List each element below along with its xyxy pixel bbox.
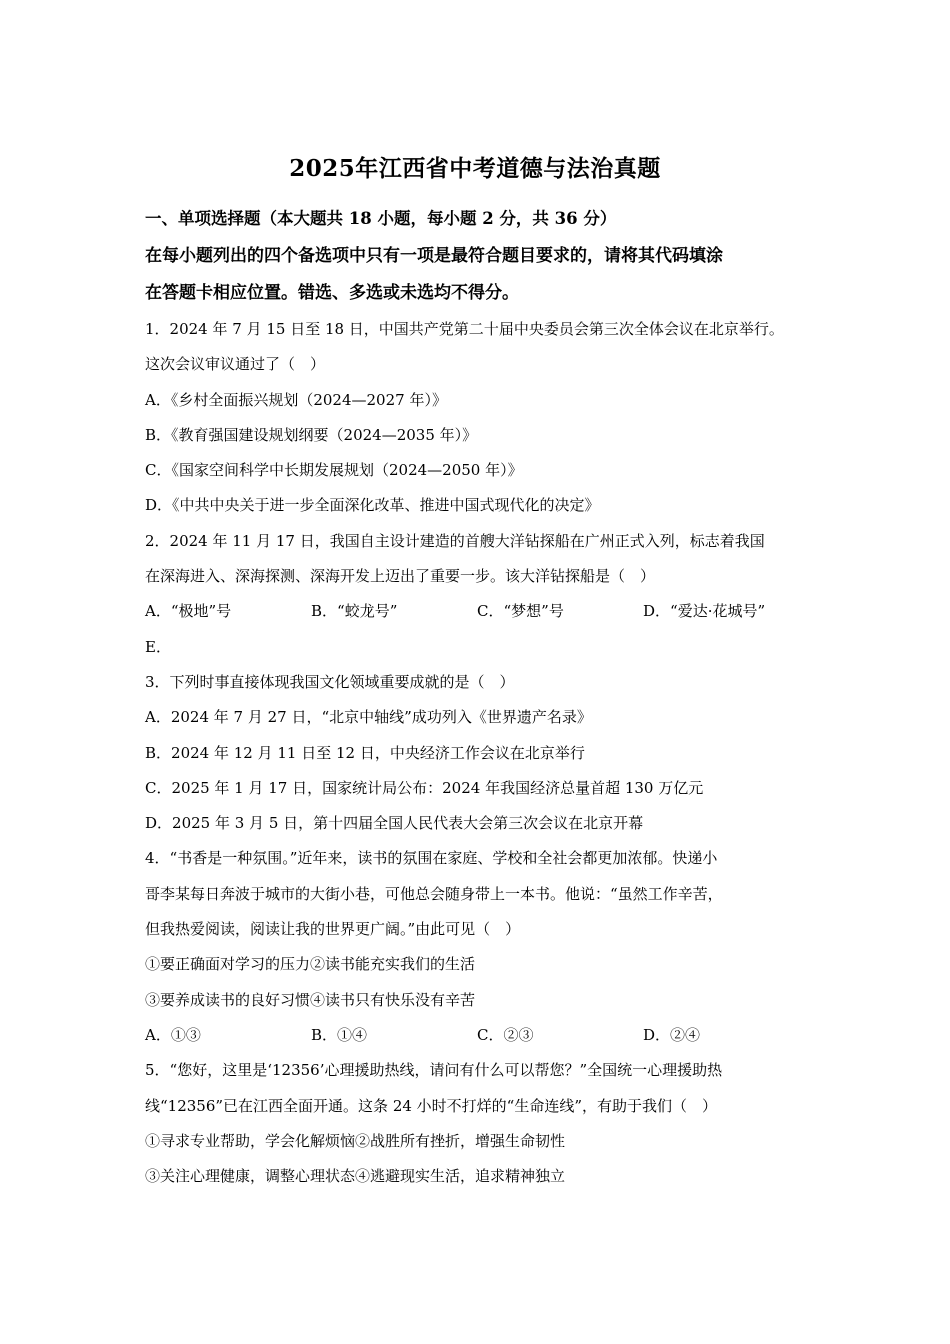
question-3 — [145, 665, 825, 841]
question-1 — [145, 312, 825, 524]
question-4-statements-line-2: ③要养成读书的良好习惯④读书只有快乐没有辛苦 — [145, 990, 476, 1009]
question-4-option-b: B．①④ — [311, 1025, 368, 1044]
question-1-option-a: A．《乡村全面振兴规划（2024—2027 年）》 — [145, 390, 447, 409]
question-4-options-row — [145, 1018, 825, 1053]
question-2 — [145, 524, 825, 665]
question-5 — [145, 1053, 825, 1194]
question-5-stem-line-1: 5．“您好，这里是‘12356’心理援助热线，请问有什么可以帮您？”全国统一心理援助热 — [145, 1061, 723, 1080]
question-4-stem-line-1: 4．“书香是一种氛围。”近年来，读书的氛围在家庭、学校和全社会都更加浓郁。快递小 — [145, 849, 718, 868]
question-4-option-d: D．②④ — [643, 1025, 701, 1044]
question-3-option-d: D．2025 年 3 月 5 日，第十四届全国人民代表大会第三次会议在北京开幕 — [145, 814, 644, 833]
question-4-stem-line-3: 但我热爱阅读，阅读让我的世界更广阔。”由此可见（ ） — [145, 920, 521, 939]
question-5-statements-line-2: ③关注心理健康，调整心理状态④逃避现实生活，追求精神独立 — [145, 1167, 566, 1186]
question-5-statements-line-1: ①寻求专业帮助，学会化解烦恼②战胜所有挫折，增强生命韧性 — [145, 1131, 566, 1150]
question-4-stem-line-2: 哥李某每日奔波于城市的大街小巷，可他总会随身带上一本书。他说：“虽然工作辛苦， — [145, 884, 723, 903]
question-2-option-c: C．“梦想”号 — [477, 602, 564, 621]
question-2-option-b: B．“蛟龙号” — [311, 602, 398, 621]
question-1-option-b: B．《教育强国建设规划纲要（2024—2035 年）》 — [145, 425, 478, 444]
question-1-stem-line-2: 这次会议审议通过了（ ） — [145, 355, 326, 374]
section-heading: 一、单项选择题（本大题共 18 小题，每小题 2 分，共 36 分） — [145, 209, 617, 228]
question-2-stem-line-2: 在深海进入、深海探测、深海开发上迈出了重要一步。该大洋钻探船是（ ） — [145, 567, 656, 586]
page-title: 2025年江西省中考道德与法治真题 — [289, 155, 661, 182]
question-3-option-a: A．2024 年 7 月 27 日，“北京中轴线”成功列入《世界遗产名录》 — [145, 708, 592, 727]
section-instructions-line-2: 在答题卡相应位置。错选、多选或未选均不得分。 — [145, 283, 519, 303]
section-instructions-line-1: 在每小题列出的四个备选项中只有一项是最符合题目要求的，请将其代码填涂 — [145, 246, 723, 266]
question-2-options-row — [145, 594, 825, 629]
question-4-option-c: C．②③ — [477, 1025, 534, 1044]
question-4-option-a: A．①③ — [145, 1025, 201, 1044]
question-2-option-d: D．“爱达·花城号” — [643, 602, 766, 621]
question-1-stem-line-1: 1．2024 年 7 月 15 日至 18 日，中国共产党第二十届中央委员会第三次全体会议在北京举行。 — [145, 320, 784, 338]
question-5-stem-line-2: 线“12356”已在江西全面开通。这条 24 小时不打烊的“生命连线”，有助于我们（ ） — [145, 1096, 718, 1115]
question-2-option-e: E． — [145, 637, 171, 656]
question-3-option-c: C．2025 年 1 月 17 日，国家统计局公布：2024 年我国经济总量首超 130 万亿元 — [145, 778, 704, 797]
question-2-option-a: A．“极地”号 — [145, 602, 232, 621]
question-2-stem-line-1: 2．2024 年 11 月 17 日，我国自主设计建造的首艘大洋钻探船在广州正式入列，标志着我国 — [145, 531, 765, 550]
question-1-option-c: C．《国家空间科学中长期发展规划（2024—2050 年）》 — [145, 461, 523, 480]
question-3-option-b: B．2024 年 12 月 11 日至 12 日，中央经济工作会议在北京举行 — [145, 743, 585, 762]
question-4-statements-line-1: ①要正确面对学习的压力②读书能充实我们的生活 — [145, 955, 476, 974]
question-1-option-d: D．《中共中央关于进一步全面深化改革、推进中国式现代化的决定》 — [145, 496, 600, 515]
question-3-stem-line-1: 3．下列时事直接体现我国文化领域重要成就的是（ ） — [145, 672, 515, 691]
question-4 — [145, 841, 825, 1053]
exam-content — [145, 204, 825, 1194]
